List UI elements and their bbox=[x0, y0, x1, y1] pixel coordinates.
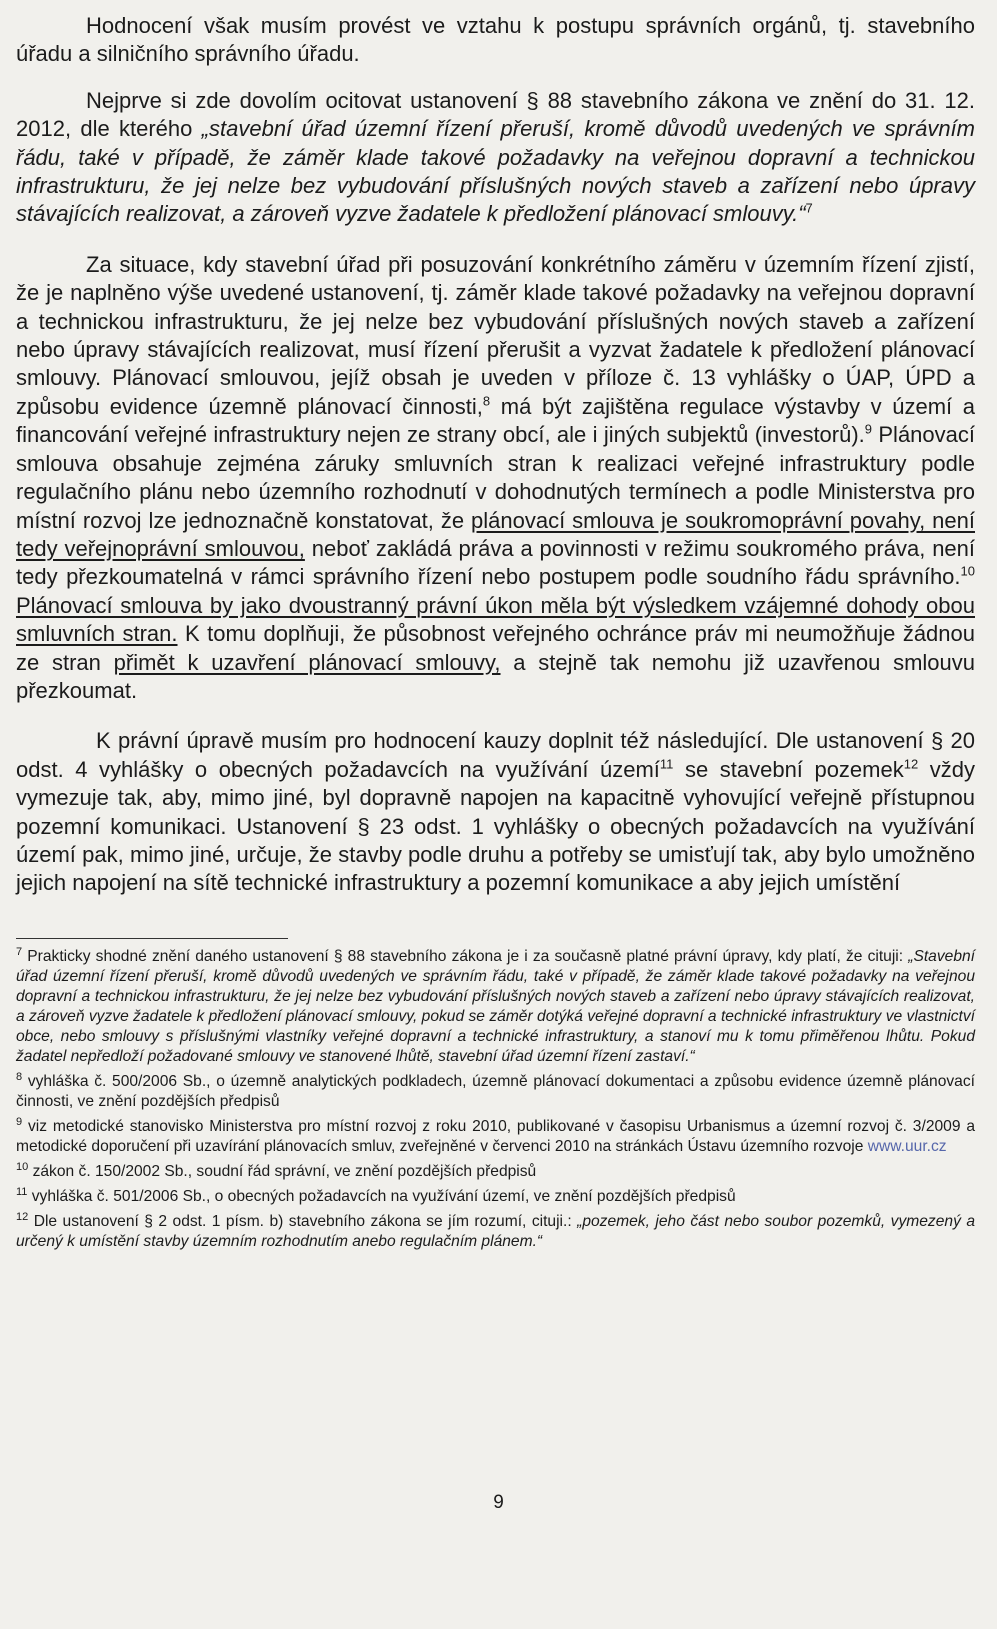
paragraph-4-part-b: se stavební pozemek bbox=[673, 756, 904, 782]
footnote-12 bbox=[16, 1212, 975, 1252]
paragraph-3-part-c: Plánovací smlouva obsahuje zejména záruky smluvních stran k realizaci veřejné infrastruktury podle regulačního plánu nebo územního rozhodnutí v dohodnutých termínech a podle Ministerstva pro místní rozvoj lze jednoznačně konstatovat, že bbox=[16, 422, 975, 533]
footnote-8 bbox=[16, 1072, 975, 1112]
paragraph-3-part-f: K tomu doplňuji, že působnost veřejného ochránce práv mi neumožňuje žádnou ze stran bbox=[16, 621, 975, 675]
footnote-divider bbox=[16, 938, 288, 939]
footnote-10 bbox=[16, 1162, 975, 1182]
footnote-text: Prakticky shodné znění daného ustanovení § 88 stavebního zákona je i za současně platné právní úpravy, kdy platí, že cituji: bbox=[22, 947, 909, 965]
footnote-text: zákon č. 150/2002 Sb., soudní řád správní, ve znění pozdějších předpisů bbox=[28, 1162, 537, 1180]
uur-link[interactable]: www.uur.cz bbox=[867, 1137, 947, 1155]
footnote-text: vyhláška č. 501/2006 Sb., o obecných požadavcích na využívání území, ve znění pozdějších předpisů bbox=[27, 1187, 736, 1205]
footnote-number: 7 bbox=[16, 945, 23, 958]
paragraph-3-part-a: Za situace, kdy stavební úřad při posuzování konkrétního záměru v územním řízení zjistí, že je naplněno výše uvedené ustanovení, tj. záměr klade takové požadavky na veřejnou dopravní a technickou infrastrukturu, že jej nelze bez vybudování příslušných nových staveb a zařízení nebo úpravy stávajících realizovat, musí řízení přerušit a vyzvat žadatele k předložení plánovací smlouvy. Plánovací smlouvou, jejíž obsah je uveden v příloze č. 13 vyhlášky o ÚAP, ÚPD a způsobu evidence územně plánovací činnosti, bbox=[16, 251, 975, 419]
footnote-ref-11: 11 bbox=[659, 756, 674, 772]
footnote-quote: „pozemek, jeho část nebo soubor pozemků, vymezený a určený k umístění stavby územním rozhodnutím anebo regulačním plánem.“ bbox=[16, 1212, 975, 1250]
paragraph-3-part-g: a stejně tak nemohu již uzavřenou smlouvu přezkoumat. bbox=[16, 649, 976, 703]
footnote-number: 8 bbox=[16, 1070, 23, 1083]
footnote-ref-9: 9 bbox=[864, 421, 873, 437]
paragraph-4-part-c: vždy vymezuje tak, aby, mimo jiné, byl dopravně napojen na kapacitně vyhovující veřejně přístupnou pozemní komunikaci. Ustanovení § 23 odst. 1 vyhlášky o obecných požadavcích na využívání území pak, mimo jiné, určuje, že stavby podle druhu a potřeby se umisťují tak, aby bylo umožněno jejich napojení na sítě technické infrastruktury a pozemní komunikace a aby jejich umístění bbox=[16, 756, 975, 896]
footnote-number: 12 bbox=[16, 1210, 29, 1223]
paragraph-2-quote: „stavební úřad územní řízení přeruší, kromě důvodů uvedených ve správním řádu, také v případě, že záměr klade takové požadavky na veřejnou dopravní a technickou infrastrukturu, že jej nelze bez vybudování příslušných nových staveb a zařízení nebo úpravy stávajících realizovat, a zároveň vyzve žadatele k předložení plánovací smlouvy.“ bbox=[16, 116, 975, 227]
footnote-11 bbox=[16, 1187, 975, 1207]
paragraph-2 bbox=[16, 87, 975, 229]
paragraph-4-part-a: K právní úpravě musím pro hodnocení kauzy doplnit též následující. Dle ustanovení § 20 odst. 4 vyhlášky o obecných požadavcích na využívání území bbox=[16, 728, 975, 782]
footnote-7 bbox=[16, 947, 975, 1067]
footnotes bbox=[16, 947, 975, 1252]
underlined-text-2: Plánovací smlouva by jako dvoustranný právní úkon měla být výsledkem vzájemné dohody obou smluvních stran. bbox=[16, 592, 975, 647]
page-number: 9 bbox=[493, 1492, 504, 1513]
paragraph-3-part-b: má být zajištěna regulace výstavby v území a financování veřejné infrastruktury nejen ze strany obcí, ale i jiných subjektů (investorů). bbox=[16, 393, 975, 448]
footnote-ref-8: 8 bbox=[482, 393, 491, 409]
paragraph-2-intro: Nejprve si zde dovolím ocitovat ustanovení § 88 stavebního zákona ve znění do 31. 12. 2012, dle kterého bbox=[16, 87, 975, 142]
paragraph-3-part-d: neboť zakládá práva a povinnosti v režimu soukromého práva, není tedy přezkoumatelná v rámci správního řízení nebo postupem podle soudního řádu správního. bbox=[16, 535, 976, 590]
paragraph-3 bbox=[16, 251, 975, 706]
footnote-text: vyhláška č. 500/2006 Sb., o územně analytických podkladech, územně plánovací dokumentaci a způsobu evidence územně plánovací činnosti, ve znění pozdějších předpisů bbox=[16, 1072, 975, 1110]
underlined-text-3: přimět k uzavření plánovací smlouvy, bbox=[113, 649, 501, 675]
footnote-number: 11 bbox=[16, 1185, 28, 1198]
footnote-9 bbox=[16, 1117, 975, 1157]
underlined-text-1: plánovací smlouva je soukromoprávní povahy, není tedy veřejnoprávní smlouvou, bbox=[16, 507, 975, 561]
paragraph-4 bbox=[16, 727, 975, 897]
footnote-number: 9 bbox=[16, 1115, 23, 1128]
footnote-text: viz metodické stanovisko Ministerstva pro místní rozvoj z roku 2010, publikované v časopisu Urbanismus a územní rozvoj č. 3/2009 a metodické doporučení při uzavírání plánovacích smluv, zveřejněné v červenci 2010 na stránkách Ústavu územního rozvoje bbox=[16, 1117, 975, 1155]
footnote-ref-12: 12 bbox=[903, 756, 919, 772]
footnote-text: Dle ustanovení § 2 odst. 1 písm. b) stavebního zákona se jím rozumí, cituji.: bbox=[28, 1212, 578, 1230]
paragraph-1: Hodnocení však musím provést ve vztahu k postupu správních orgánů, tj. stavebního úřadu a silničního správního úřadu. bbox=[16, 13, 975, 67]
main-text bbox=[16, 12, 975, 898]
footnote-quote: „Stavební úřad územní řízení přeruší, kromě důvodů uvedených ve správním řádu, také v případě, že záměr klade takové požadavky na veřejnou dopravní a technickou infrastrukturu, že jej nelze bez vybudování příslušných nových staveb a zařízení nebo úpravy stávajících realizovat, a zároveň vyzve žadatele k předložení plánovací smlouvy, pokud se záměr dotýká veřejné dopravní a technické infrastruktury ve vlastnictví obce, nebo smlouvy s příslušnými vlastníky veřejné dopravní a technické infrastruktury, a stanoví mu k tomu přiměřenou lhůtu. Pokud žadatel nepředloží požadované smlouvy ve stanovené lhůtě, stavební úřad územní řízení zastaví.“ bbox=[16, 947, 975, 1065]
footnote-number: 10 bbox=[16, 1160, 29, 1173]
footnote-ref-7: 7 bbox=[805, 201, 813, 217]
footnote-ref-10: 10 bbox=[960, 563, 975, 579]
